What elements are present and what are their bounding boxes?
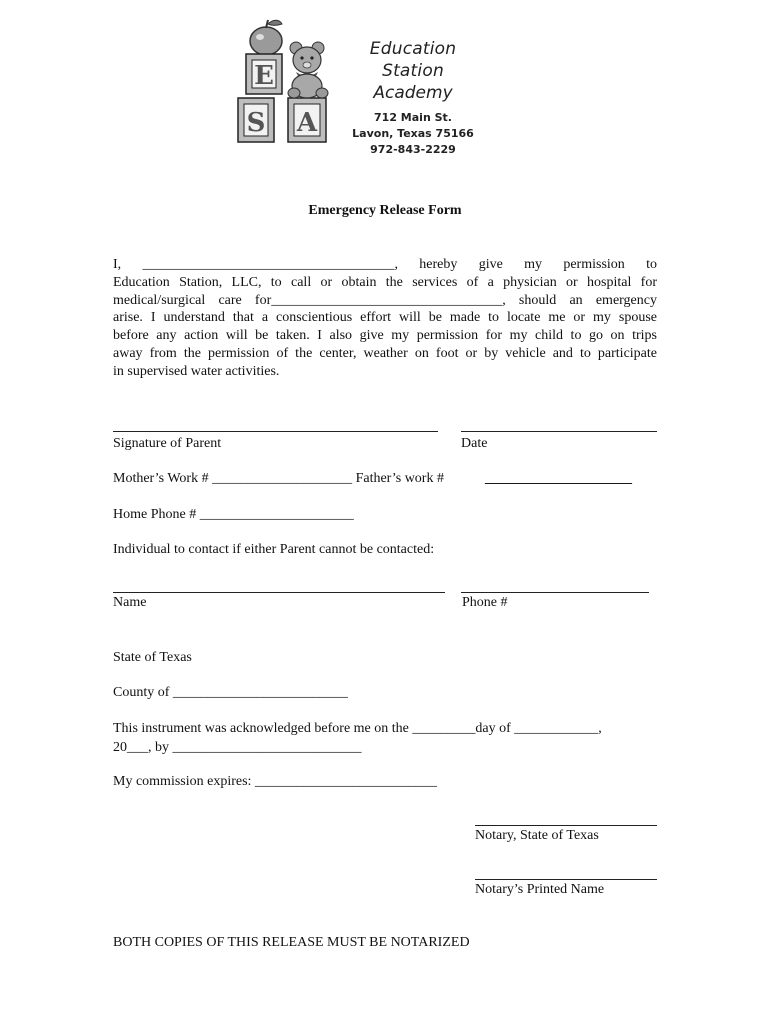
form-title: Emergency Release Form [308,203,462,218]
paragraph-line: away from the permission of the center, weather on foot or by vehicle and to participate [113,345,657,361]
paragraph-line: I, ____________________________________, hereby give my permission to [113,257,657,272]
block-letter-a: A [296,108,318,138]
block-letter-e: E [254,61,274,91]
acknowledged-by-field[interactable]: 20___, by ___________________________ [113,740,362,755]
notary-signature-line[interactable] [475,825,657,826]
school-name: Education Station [369,39,457,81]
contact-prompt: Individual to contact if either Parent cannot be contacted: [113,542,435,557]
notary-printed-name-label: Notary’s Printed Name [475,882,605,897]
signature-label: Signature of Parent [113,436,222,451]
school-city: Lavon, Texas 75166 [352,127,474,140]
contact-name-line[interactable] [113,592,445,593]
commission-expires-field[interactable]: My commission expires: __________________________ [113,774,437,789]
paragraph-line: medical/surgical care for_________________________________, should an emergency [113,292,657,308]
state-label: State of Texas [113,650,192,665]
notary-label: Notary, State of Texas [475,828,599,843]
signature-line[interactable] [113,431,438,432]
notary-printed-name-line[interactable] [475,879,657,880]
paragraph-line: before any action will be taken. I also give my permission for my child to go on trips [113,328,657,344]
logo-text-block [338,38,488,158]
home-phone-field[interactable]: Home Phone # ______________________ [113,507,354,522]
county-field[interactable]: County of _________________________ [113,685,348,700]
fathers-work-blank[interactable]: _____________________ [485,471,632,486]
abc-blocks-teddy-bear-logo-icon [232,16,342,151]
acknowledged-date-field[interactable]: This instrument was acknowledged before me on the _________day of ____________, [113,721,602,736]
paragraph-line: arise. I understand that a conscientious effort will be made to locate me or my spouse [113,310,657,326]
school-address: 712 Main St. [374,111,452,124]
contact-name-label: Name [113,595,147,610]
school-subname: Academy [373,83,453,103]
contact-phone-label: Phone # [462,595,508,610]
date-line[interactable] [461,431,657,432]
notarize-notice: BOTH COPIES OF THIS RELEASE MUST BE NOTARIZED [113,935,470,950]
paragraph-line: Education Station, LLC, to call or obtain the services of a physician or hospital for [113,274,657,290]
mothers-work-field[interactable]: Mother’s Work # ____________________ Father’s work # [113,471,444,486]
paragraph-line: in supervised water activities. [113,363,280,379]
permission-paragraph [113,256,657,381]
block-letter-s: S [246,108,266,138]
date-label: Date [461,436,488,451]
contact-phone-line[interactable] [461,592,649,593]
school-phone: 972-843-2229 [370,143,456,156]
school-logo [232,16,482,156]
